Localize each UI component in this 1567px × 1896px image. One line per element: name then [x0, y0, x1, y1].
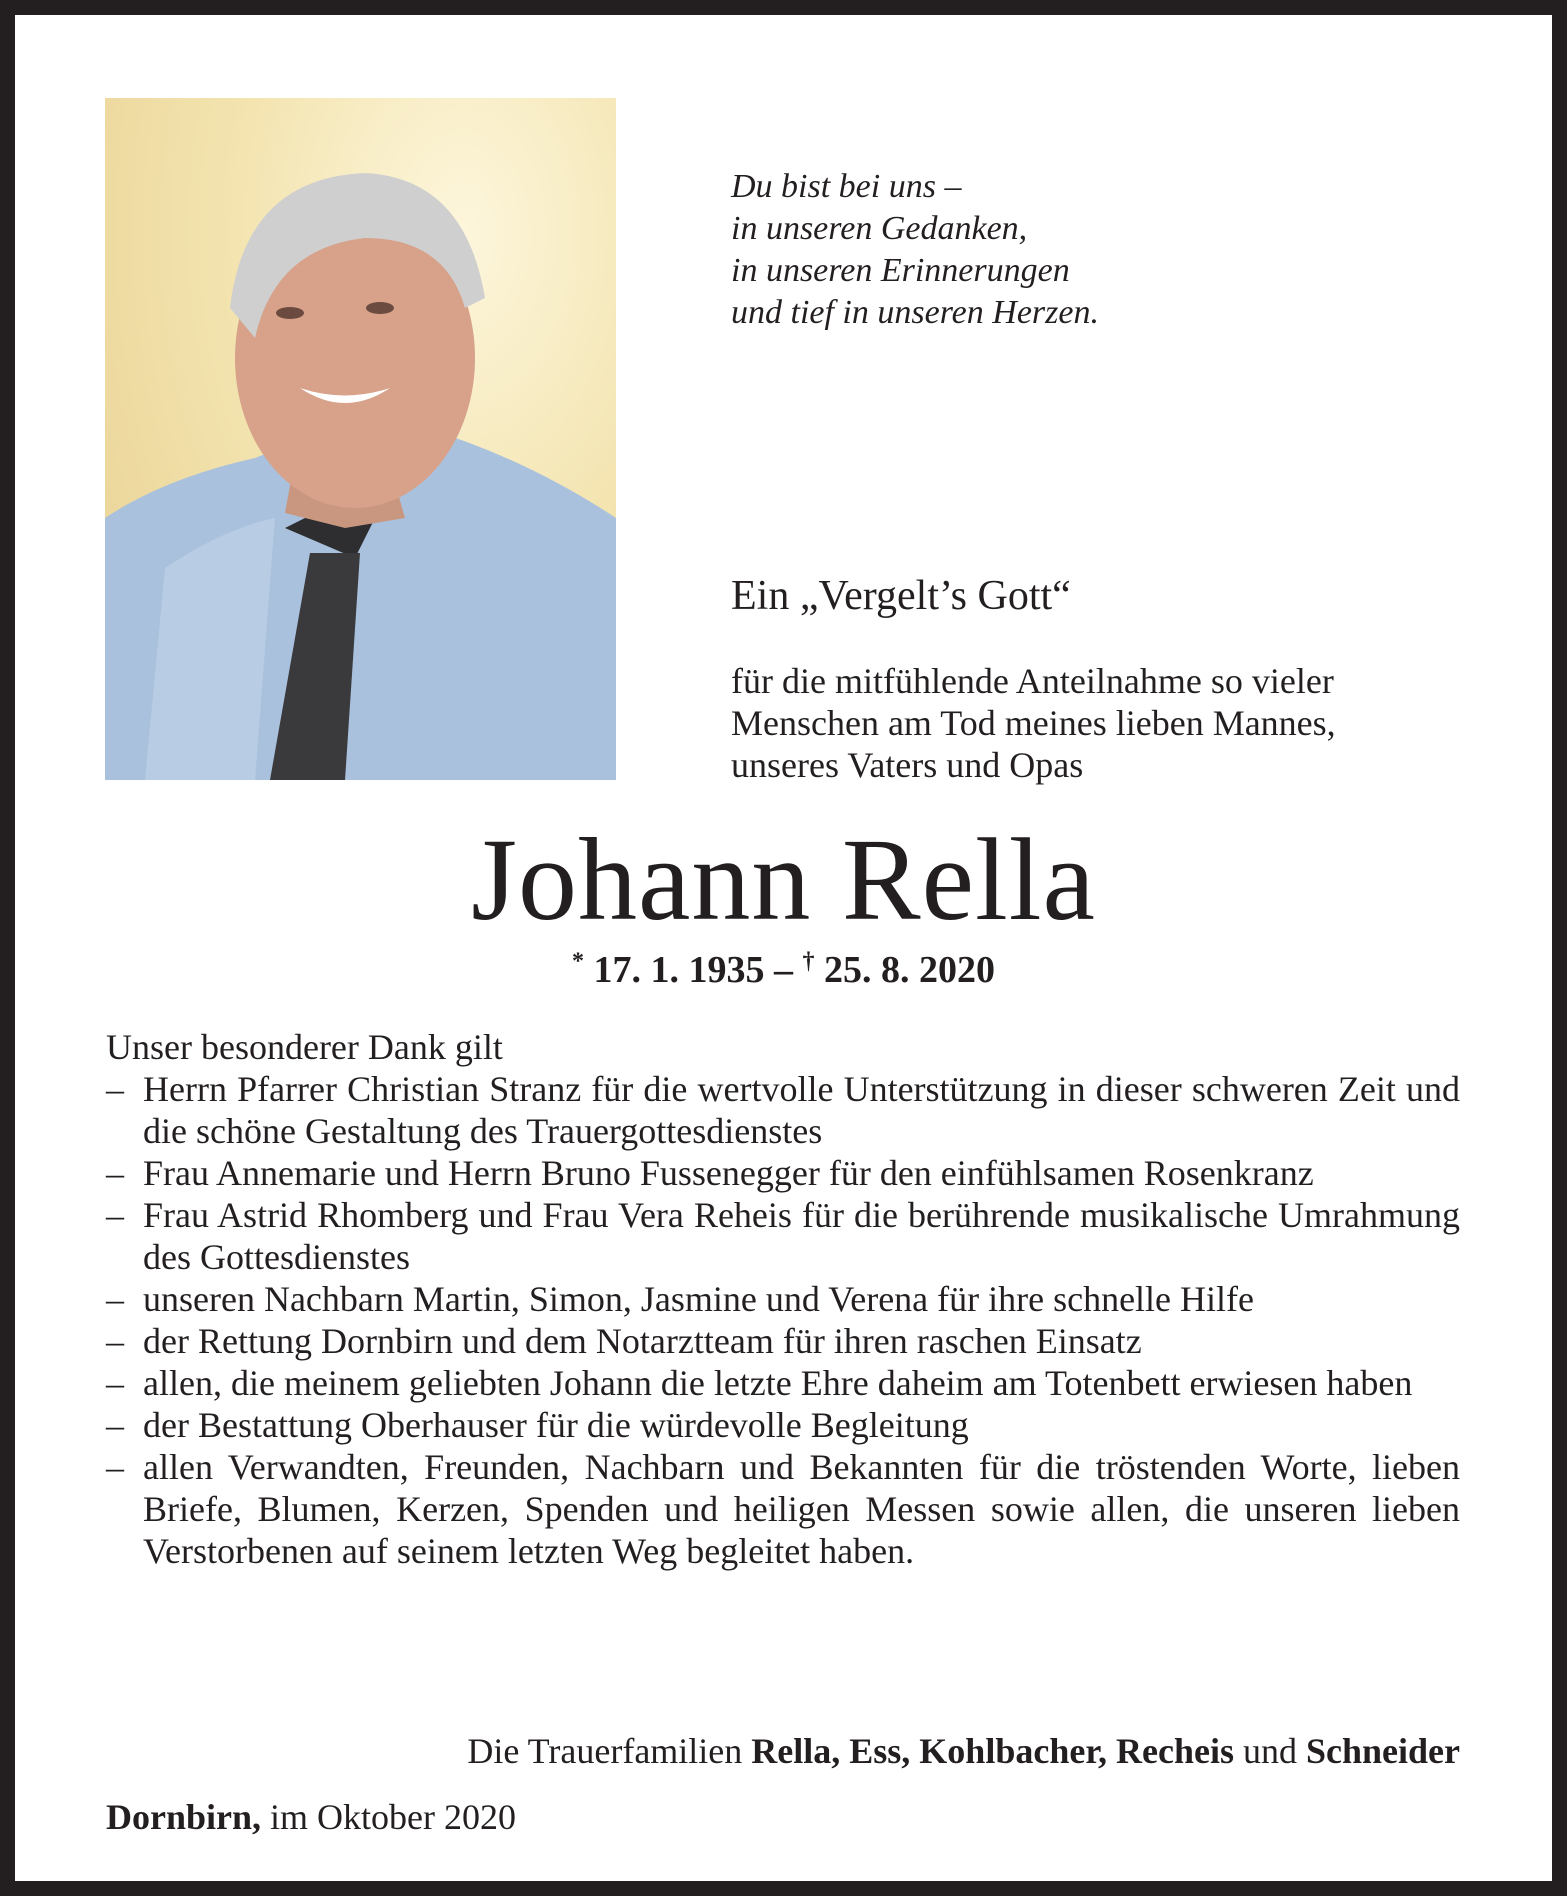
thanks-intro: Unser besonderer Dank gilt — [106, 1027, 503, 1067]
intro-line: für die mitfühlende Anteilnahme so vieler — [731, 661, 1334, 701]
poem-line: Du bist bei uns – — [731, 168, 962, 205]
thanks-list — [106, 1068, 1460, 1572]
list-item: – allen Verwandten, Freunden, Nachbarn und Bekannten für die tröstenden Worte, lieben Briefe, Blumen, Kerzen, Spenden und heiligen Messen sowie allen, die unseren lieben Verstorbenen auf seinem letzten Weg begleitet haben. — [106, 1446, 1460, 1572]
families: Rella, Ess, Kohlbacher, Recheis — [751, 1731, 1234, 1771]
list-item: – allen, die meinem geliebten Johann die letzte Ehre daheim am Totenbett erwiesen haben — [106, 1362, 1460, 1404]
deceased-name: Johann Rella — [471, 814, 1096, 945]
date-separator: – — [764, 949, 803, 991]
poem-line: in unseren Gedanken, — [731, 210, 1028, 247]
list-item: – unseren Nachbarn Martin, Simon, Jasmine und Verena für ihre schnelle Hilfe — [106, 1278, 1460, 1320]
date: im Oktober 2020 — [261, 1797, 517, 1837]
intro-line: unseres Vaters und Opas — [731, 745, 1084, 785]
intro-line: Menschen am Tod meines lieben Mannes, — [731, 703, 1336, 743]
birth-date: 17. 1. 1935 — [593, 949, 765, 991]
family-last: Schneider — [1305, 1731, 1460, 1771]
place-date — [106, 1796, 516, 1838]
death-symbol: † — [802, 948, 815, 975]
thanks-section — [106, 1026, 1460, 1572]
poem — [731, 166, 1099, 334]
portrait-photo — [105, 98, 616, 780]
city: Dornbirn, — [106, 1797, 262, 1837]
poem-line: in unseren Erinnerungen — [731, 252, 1070, 289]
list-item: – Herrn Pfarrer Christian Stranz für die wertvolle Unterstützung in dieser schweren Zeit und die schöne Gestaltung des Trauergottesdienstes — [106, 1068, 1460, 1152]
poem-line: und tief in unseren Herzen. — [731, 294, 1099, 331]
list-item: – Frau Astrid Rhomberg und Frau Vera Reheis für die berührende musikalische Umrahmung des Gottesdienstes — [106, 1194, 1460, 1278]
signature-joiner: und — [1233, 1731, 1306, 1771]
list-item: – der Rettung Dornbirn und dem Notarztteam für ihren raschen Einsatz — [106, 1320, 1460, 1362]
list-item: – der Bestattung Oberhauser für die würdevolle Begleitung — [106, 1404, 1460, 1446]
birth-symbol: * — [572, 948, 584, 975]
signature — [106, 1730, 1460, 1772]
signature-prefix: Die Trauerfamilien — [467, 1731, 752, 1771]
list-item: – Frau Annemarie und Herrn Bruno Fussenegger für den einfühlsamen Rosenkranz — [106, 1152, 1460, 1194]
intro-text — [731, 660, 1336, 786]
life-dates — [0, 948, 1567, 992]
death-date: 25. 8. 2020 — [824, 949, 995, 991]
heading: Ein „Vergelt’s Gott“ — [731, 573, 1071, 619]
